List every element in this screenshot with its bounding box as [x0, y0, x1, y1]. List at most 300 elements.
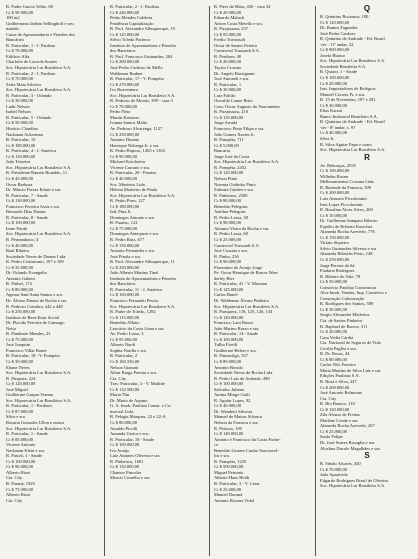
- registry-entry-line: R. Rodrigues dos Santos, 589: [320, 301, 374, 307]
- registry-entry-line: Cr $ 25.000,00: [320, 428, 347, 434]
- registry-entry-line: R. Pompéia, 2452: [214, 164, 247, 170]
- registry-entry-line: Cr $ 80.000,00: [214, 198, 241, 204]
- registry-entry-line: derley Bier: [214, 275, 235, 281]
- registry-entry-line: Cr $ 80.000,00: [110, 420, 137, 426]
- registry-entry-line: João Aparecido: [320, 472, 348, 478]
- registry-entry-line: R. Pirajussara, 237: [214, 26, 248, 32]
- registry-entry-line: R. Pedro Raposo, 1265 e 1302: [110, 148, 165, 154]
- registry-entry-line: R. Raphael de Barros, 311: [320, 323, 368, 329]
- registry-entry-line: José Pedro Cardoso: [320, 30, 356, 36]
- registry-entry-line: Francisco Villar Bonet: [6, 347, 47, 353]
- registry-entry-line: Cr $ 250.000,00: [320, 256, 350, 262]
- registry-entry-line: Carlos Bunel: [214, 292, 238, 298]
- registry-entry-line: Soc. Hipotecária Lar Brasileiro S.A.: [6, 397, 72, 403]
- registry-entry-line: Cr $ 270.000,00: [110, 81, 140, 87]
- registry-entry-line: Maria Tlin: [110, 392, 130, 398]
- registry-entry-line: R. Dr. Rosas, 44: [320, 351, 350, 357]
- registry-entry-line: Eliane Neves: [6, 364, 30, 370]
- registry-entry-line: R. Pompéia, 1235: [214, 458, 247, 464]
- registry-entry-line: Ivo Boaventura: [110, 87, 138, 93]
- registry-column-4: [320, 4, 414, 489]
- registry-entry-line: Dr. Ramos Fagundes: [320, 25, 358, 31]
- registry-entry-line: Soc. Hipotecária Lar Brasileiro S.A.: [6, 87, 72, 93]
- registry-entry-line: Benedito Linares Cunha Vasconcel-: [214, 447, 279, 453]
- registry-entry-line: R. Silva Aguiar Papo e outro: [320, 141, 372, 147]
- registry-entry-line: Cr $ 58.000,00: [6, 9, 33, 15]
- registry-entry-line: Cr $ 240.000,00: [110, 9, 140, 15]
- registry-entry-line: Cia. City: [6, 475, 23, 481]
- registry-entry-line: Cr $ 250.000,00: [110, 131, 140, 137]
- registry-entry-line: Consórcio Paulista Construtora: [320, 284, 377, 290]
- registry-entry-line: Amina Mingo Guili: [214, 392, 250, 398]
- registry-entry-line: Cr $ 120.000,00: [6, 381, 36, 387]
- registry-entry-line: Domingos Antequera e sra.: [110, 231, 159, 237]
- registry-entry-line: Bernardo Dias Dantas: [6, 209, 46, 215]
- registry-entry-line: R. Pintassilgo, 357: [214, 353, 249, 359]
- registry-entry-line: Soc. Hipotecária Lar Brasileiro S.A.: [320, 147, 386, 153]
- registry-entry-line: Comercial Trussardi S.A.: [214, 242, 260, 248]
- registry-entry-line: Charlotte de Lacerda Soares: [6, 59, 57, 65]
- registry-entry-line: -ter - 11º andar, 22: [320, 41, 354, 47]
- registry-entry-line: Dr. Waldemar Álvaro Pinheiro: [214, 297, 270, 303]
- registry-entry-line: R. Quintino de Andrade - Ed. Brasil: [320, 119, 385, 125]
- registry-entry-line: Alberto Rizzi: [6, 469, 31, 475]
- registry-entry-line: Caixa de Aposentadoria e Pensões dos: [6, 31, 76, 37]
- registry-entry-line: Casa Vedia Cárdia: [320, 334, 354, 340]
- registry-entry-line: Oscar Barbosa: [6, 181, 33, 187]
- registry-entry-line: Cr $ 50.000,00: [320, 279, 347, 285]
- registry-entry-line: Cr $ 160.330,00: [110, 359, 140, 364]
- registry-entry-line: Soc. Hipotecária Lar Brasileiro S.A.: [6, 231, 72, 237]
- registry-entry-line: co: [214, 442, 219, 448]
- registry-entry-line: Netto: [6, 325, 16, 331]
- registry-entry-line: Soc. Hipotecária Lar Brasileiro S.A.: [110, 192, 176, 198]
- registry-entry-line: Abramo Vieira da Rocha e sra.: [214, 225, 270, 231]
- registry-entry-line: Alcalina Ducole Magalhães e sra.: [320, 445, 381, 451]
- registry-entry-line: Guilhermina Jardim Sellinghoff e seu: [6, 20, 74, 26]
- registry-entry-line: Cr $ 75.000,00: [6, 336, 33, 342]
- registry-entry-line: José Cruzato e sra.: [214, 248, 248, 254]
- registry-entry-line: Cr $ 70.000,00: [110, 103, 137, 109]
- registry-entry-line: Nelson Pinto: [214, 175, 238, 181]
- registry-entry-line: Cia. de Santos Pinheiro: [320, 317, 363, 323]
- registry-entry-line: Irene Purdá: [6, 225, 27, 231]
- registry-entry-line: Antonio Bicudo: [214, 364, 243, 370]
- registry-entry-line: R. Pedroso de Morais, 399 - casa 3: [110, 98, 173, 104]
- registry-entry-line: R. Particular, 20 - Paraíso: [110, 170, 157, 176]
- registry-entry-line: Sergio Alexandre Medeiros: [320, 312, 370, 318]
- registry-entry-line: Sociedade Neves de Rocha Ltda.: [214, 370, 274, 376]
- registry-entry-line: Luiz Antunes Oliveira e sra.: [110, 453, 161, 459]
- registry-entry-line: Manuel Correia Pr. e sra.: [320, 91, 365, 97]
- registry-entry-line: Pe. Oscar Henrique de Barros Wan-: [214, 270, 279, 276]
- registry-entry-line: Ivanna Santos Malta: [110, 120, 147, 126]
- registry-entry-line: Alameda Rocha Azevedo, 776: [320, 229, 375, 235]
- registry-entry-line: R. Pandiarte Mendes, 23: [6, 331, 51, 337]
- registry-entry-line: Viriato Siqueira: [320, 240, 349, 246]
- registry-entry-line: Cr $ 40.000,00: [6, 242, 33, 248]
- registry-entry-line: Cr $ 10.000,00: [320, 212, 347, 218]
- registry-entry-line: dos Bancários: [110, 281, 136, 287]
- registry-entry-line: R. Particular, 4 - J. America: [6, 148, 57, 154]
- registry-entry-line: Cr $ 100.000,00: [214, 336, 244, 342]
- registry-entry-line: R. Peixoto, 195: [214, 425, 243, 431]
- registry-entry-line: Cr $ 90.000,00: [214, 259, 241, 265]
- registry-entry-line: Cr $ 40.000,00: [320, 102, 347, 108]
- registry-entry-line: R. Rosa e Silva, 247: [320, 379, 357, 384]
- registry-entry-line: Alameda Rocha Azevedo, 267: [320, 423, 375, 429]
- registry-entry-line: R. Pascal, 1 - Saude: [6, 453, 42, 459]
- registry-entry-line: Cr $ 75.000,00: [110, 225, 137, 231]
- registry-entry-line: R. Particular, 2 - J. Paulista: [110, 4, 160, 9]
- registry-entry-line: Nelson Gianoni: [110, 364, 139, 370]
- registry-entry-line: Marlene Conde e sra.: [320, 417, 359, 423]
- registry-entry-line: Vicente Carrano e sra.: [110, 164, 150, 170]
- registry-entry-line: Sociedade Neves de Dantas Ltda.: [6, 253, 67, 259]
- registry-entry-line: Cr $ 250.000,00: [6, 309, 36, 315]
- registry-entry-line: Cr $ 90.000,00: [214, 220, 241, 226]
- registry-entry-line: R. Particular, 1 - Saude: [6, 431, 48, 437]
- registry-entry-line: Jorge Arruda: [214, 120, 238, 126]
- registry-entry-line: Ind. Pina Jr.: [110, 209, 132, 215]
- section-letter-heading: R: [364, 152, 370, 162]
- registry-entry-line: Cia. City: [6, 497, 23, 503]
- registry-entry-line: Florentino de Araújo Jorge: [214, 264, 263, 270]
- registry-entry-line: Soc. Hipotecária Lar Brasileiro S.A.: [6, 65, 72, 71]
- registry-entry-line: João Teixeira: [6, 159, 30, 165]
- registry-entry-line: Cr $ 87.000,00: [6, 408, 33, 414]
- registry-entry-line: Cr $ 100.000,00: [6, 458, 36, 464]
- registry-entry-line: Soc. Hipotecária Lar Brasileiro S.A.: [320, 483, 386, 489]
- registry-entry-line: Cr $ 20.000,00: [214, 9, 241, 15]
- registry-entry-line: Soc. Hipotecária Lar Brasileiro S.A.: [214, 303, 280, 309]
- registry-entry-line: R. Particular, 8 - Saude: [6, 214, 48, 220]
- registry-entry-line: Soc. Hipotecária Lar Brasileiro S.A.: [110, 303, 176, 309]
- registry-entry-line: João Gomes Xavier Jr.: [214, 131, 255, 137]
- registry-entry-line: R. Paraíso, 122: [110, 220, 138, 226]
- registry-entry-line: R. Padre de Toledo, 1292: [110, 309, 156, 315]
- registry-entry-line: Cr $ 40.000,00: [320, 130, 347, 136]
- registry-entry-line: Leocácio da Costa Lima e sra.: [110, 325, 165, 331]
- registry-entry-line: Martin Kreutzer: [110, 114, 140, 120]
- registry-entry-line: Jorge Pereira da Sá: [320, 262, 355, 268]
- registry-entry-line: Amanda Urzica e sra.: [110, 431, 149, 437]
- registry-entry-line: R. Particular, 18 - V. Pompéia: [6, 353, 60, 359]
- registry-entry-line: Francisco Pinto Filipa e sra.: [214, 126, 265, 132]
- registry-entry-line: R. Pinheiros, 1681: [110, 458, 144, 464]
- registry-entry-line: Cr $ 132.500,00: [110, 386, 140, 392]
- registry-entry-line: Cr $ 180.000,00: [6, 142, 36, 148]
- registry-entry-line: Nelson da Fonseca e sra.: [214, 420, 259, 426]
- registry-entry-line: R. Pompéia, 711: [214, 137, 244, 143]
- registry-entry-line: Benedito Albino: [110, 320, 140, 326]
- registry-entry-line: Cr $ 150.000,00: [6, 153, 36, 159]
- registry-entry-line: Instituto de Aposentadoria e Pensões: [110, 42, 177, 48]
- registry-entry-line: Cr $ 95.000,00: [110, 336, 137, 342]
- registry-entry-line: 100 m2: [6, 15, 20, 21]
- registry-entry-line: R. Simão Alvares, 430: [320, 461, 361, 467]
- registry-entry-line: R. Prof. Alexandre Albuquerque, 19: [110, 26, 175, 32]
- registry-entry-line: Edifício Alfa: [6, 53, 30, 59]
- registry-entry-line: Antonio e Francisco da Costa Pache-: [214, 436, 281, 442]
- registry-entry-line: R. Pedro Ruiz, 677: [110, 236, 145, 242]
- registry-entry-line: Dr. José Soares Rosaglia e sra.: [320, 440, 376, 446]
- registry-entry-line: Dr. Wambert Silveira: [214, 408, 253, 414]
- registry-entry-line: R. Particular, 2 - J. Paulista: [6, 70, 56, 76]
- registry-entry-line: R. Pedro Crisóstomo, 107 e 109: [6, 259, 64, 265]
- registry-entry-line: Nachman Ackerman: [6, 131, 43, 137]
- registry-entry-line: R. Pernambuco, 4: [6, 236, 39, 242]
- registry-entry-line: Cia. City: [320, 395, 337, 401]
- registry-entry-line: Espólio de Roberto Kutschat: [320, 223, 372, 229]
- registry-entry-line: Amaldo Picolli: [110, 425, 138, 431]
- registry-entry-line: R. Quintino Bocaiuva, 180: [320, 14, 369, 19]
- registry-entry-line: Melhoramentos Corsana Ltda.: [320, 179, 375, 185]
- registry-entry-line: Antonio Fernandes e sra.: [110, 248, 155, 254]
- registry-entry-line: José Pinola e sra.: [110, 253, 141, 259]
- registry-entry-line: R. Perdizes, 40: [214, 53, 242, 59]
- registry-entry-line: Cr $ 30.000,00: [214, 87, 241, 93]
- registry-entry-line: Com. Oscar Augusto do Nascimento: [214, 103, 280, 109]
- registry-entry-line: Instituto de Bem-Estar Social: [6, 314, 60, 320]
- registry-entry-line: R. Pirapora, 224: [6, 375, 36, 381]
- registry-entry-line: Cr $ 5.000,00: [214, 142, 239, 148]
- registry-entry-line: Elias Karzat: [320, 108, 343, 114]
- registry-entry-line: Nachman Klein e sra.: [6, 447, 45, 453]
- registry-entry-line: R. Pirajussara, 210: [214, 109, 248, 115]
- registry-entry-line: Soc. Hipotecária Lar Brasileiro S.A.: [214, 159, 280, 165]
- registry-entry-line: Cr $ 120.000,00: [320, 406, 350, 412]
- registry-entry-line: Oswaldo Laune Brito: [214, 98, 253, 104]
- registry-entry-line: Wilhelm Rosen: [320, 173, 348, 179]
- registry-entry-line: R. Particular, 18 - Saude: [110, 436, 155, 442]
- registry-entry-line: Ladir Nelson: [6, 103, 30, 109]
- registry-entry-line: Salvador Juliano: [214, 386, 245, 392]
- registry-entry-line: Silva Jr.: [320, 136, 335, 142]
- registry-entry-line: Henrique Nóbrega Jr. e sra.: [110, 142, 160, 148]
- registry-entry-line: Moacir Cornélio e sra.: [110, 475, 151, 481]
- registry-entry-line: Cr $ 30.000,00: [320, 306, 347, 312]
- registry-entry-line: R. Pedro Pires, 127: [110, 198, 145, 204]
- registry-column-2: [110, 4, 204, 481]
- registry-entry-line: G. A. Imob. Paulista Constr. e Co-: [110, 403, 172, 409]
- registry-entry-line: R. Prof. Alexandre Albuquerque, 11: [110, 259, 175, 265]
- registry-entry-line: R. Quatro, 1 - Saude: [320, 69, 357, 75]
- registry-entry-line: R. Pedro Luis de Andrade, 490: [214, 375, 270, 381]
- registry-entry-line: Soc. Hipotecária Lar Brasileiro S.A.: [110, 92, 176, 98]
- registry-entry-line: Cr $ 120.000,00: [214, 314, 244, 320]
- registry-entry-line: Agenor Sant'Anna Santos e sra.: [6, 292, 63, 298]
- registry-entry-line: R. Particular, 41 - V. Mariana: [214, 281, 267, 287]
- registry-entry-line: Av. Pedroso Alvarenga, 1127: [110, 126, 163, 132]
- registry-entry-line: Cr $ 80.000,00: [6, 286, 33, 292]
- registry-entry-line: Silva e sra.: [6, 414, 26, 420]
- registry-entry-line: Luiz Antonio Piccolomini: [320, 195, 367, 201]
- registry-entry-line: R. Particular, 17 - V. Pompéia: [110, 76, 164, 82]
- registry-entry-line: R. Rio Branco, 110: [320, 401, 355, 407]
- registry-entry-line: R. Padre Garcia Velho, 60: [6, 4, 53, 9]
- registry-entry-line: R. 15 de Novembro, 187 e 281: [320, 97, 376, 103]
- registry-entry-line: R. Pinheiros, 2500: [214, 192, 248, 198]
- registry-entry-line: R. Pires da Mota, 436 - casa 32: [214, 4, 271, 9]
- registry-entry-line: Comercial Truasardi S.A.: [214, 48, 260, 54]
- registry-entry-line: R. Rosalina Alves Alves, 260: [320, 207, 373, 213]
- registry-entry-line: R. Pelegia Marques, 22 e 22-A: [110, 414, 166, 420]
- registry-entry-line: Cr $ 150.000,00: [320, 234, 350, 240]
- registry-entry-line: Cr $ 500.000,00: [214, 464, 244, 470]
- registry-entry-line: Cr $ 120.000,00: [214, 170, 244, 176]
- registry-entry-line: Cia. Nacional de Seguros de Vida: [320, 340, 381, 346]
- registry-entry-line: Cr $ 180.000,00: [110, 203, 140, 209]
- registry-entry-line: João Alberto Martins Tinel: [110, 270, 159, 276]
- column-divider: [104, 6, 105, 556]
- registry-entry-line: Cr $ 40.000,00: [110, 175, 137, 181]
- registry-entry-line: Carlos Nils Ferreira: [320, 362, 356, 368]
- registry-entry-line: Av. Rebouças, 2935: [320, 162, 356, 168]
- registry-entry-line: Cr $ 130.000,00: [6, 198, 36, 204]
- registry-entry-line: Oscar de Santos Pereira: [214, 42, 257, 48]
- registry-entry-line: Rosaria Gonzales Ulloa e outros: [6, 420, 65, 426]
- registry-entry-line: R. Pedro Lessa, 60: [214, 231, 248, 237]
- registry-entry-line: Helena Monteiro de Paula: [110, 187, 158, 193]
- registry-entry-line: R. Prof. Francisco Guimarães, 204: [110, 53, 173, 59]
- registry-entry-line: Antonio Donato: [110, 137, 140, 143]
- registry-entry-line: Manoel Durand: [214, 492, 243, 498]
- registry-entry-line: R. Particular, 1: [214, 81, 242, 87]
- registry-entry-line: Zelra Maia Silveira: [6, 81, 41, 87]
- registry-entry-line: Altair Braga Pereira e sra.: [110, 370, 157, 376]
- registry-entry-line: Cr $ 120.000,00: [320, 19, 350, 25]
- registry-entry-line: Josefa Blanco: [320, 52, 346, 58]
- registry-entry-line: José Pedro Cardoso de Mello: [110, 65, 163, 71]
- registry-entry-line: Silvio Toledo Pacheco: [110, 37, 151, 43]
- registry-entry-line: Soc. Minérios Ltda.: [110, 181, 146, 187]
- registry-entry-line: Soc. Hipotecária Lar Brasileiro S.A.: [6, 164, 72, 170]
- registry-entry-line: Cr $ 25.000,00: [214, 236, 241, 242]
- registry-entry-line: R. Pedroso Coimbra, 442 a 448: [6, 303, 63, 309]
- registry-entry-line: R. Particular, 5 - Orlando: [6, 114, 52, 120]
- registry-entry-line: Cr $ 30.000,00: [6, 359, 33, 364]
- registry-entry-line: Cr $ 200.000,00: [320, 190, 350, 196]
- registry-entry-line: Cr $ 45.000,00: [6, 175, 33, 181]
- section-letter-heading: S: [364, 451, 370, 461]
- registry-entry-line: Alameda Ribeirão Preto, 148: [320, 251, 373, 257]
- registry-entry-line: Cr $ 150.000,00: [110, 242, 140, 248]
- registry-entry-line: marido: [6, 26, 19, 32]
- registry-entry-line: R. Particular, 11 - J. América: [110, 286, 163, 292]
- registry-entry-line: Tullio Fiorili: [214, 342, 238, 348]
- registry-entry-line: Cecília Paglisi e sra.: [320, 345, 357, 351]
- registry-entry-line: Cr $ 78.000,00: [6, 48, 33, 54]
- registry-entry-line: Adelina Pelegrini: [214, 209, 246, 215]
- registry-entry-line: Cr $ 89.000,00: [214, 359, 241, 364]
- registry-entry-line: Cr $ 25.000,00: [214, 486, 241, 492]
- registry-entry-line: Cr $ 75.000,00: [6, 486, 33, 492]
- registry-entry-line: Miguel Petronio: [214, 469, 244, 475]
- registry-entry-line: R. Pariquera, 118, 125, 126, 134: [214, 309, 273, 315]
- registry-entry-line: R. Particular, 10: [6, 137, 36, 143]
- registry-entry-line: Prudência Capitalização: [110, 20, 154, 26]
- registry-entry-line: R. Pinho, 236: [214, 253, 239, 259]
- registry-entry-line: Cr $ 20.000,00: [214, 59, 241, 65]
- registry-entry-line: Cr $ 100.000,00: [214, 381, 244, 387]
- registry-entry-line: R. Pedro Lessa, 38: [214, 214, 248, 220]
- registry-entry-line: Cr $ 200.000,00: [110, 59, 140, 65]
- registry-entry-line: Jorge José da Costa: [214, 153, 250, 159]
- registry-entry-line: Francisco Ferreira Assis e sra.: [6, 203, 61, 209]
- registry-entry-line: Guilherme Helser e sra.: [214, 347, 257, 353]
- registry-entry-line: Waldemar Rudner: [110, 70, 143, 76]
- registry-entry-line: Dr. Álvaro Duarte de Rocha e sra.: [6, 297, 68, 303]
- registry-entry-line: Cia. City: [110, 375, 127, 381]
- registry-entry-line: Av. Pedro Lessa, 3: [110, 331, 144, 337]
- registry-entry-line: Cr $ 250.000,00: [110, 264, 140, 270]
- registry-entry-line: Cr $ 90.000,00: [110, 153, 137, 159]
- registry-entry-line: Fiadaria Rodrigues: [320, 268, 355, 274]
- registry-entry-line: Fredio Travassoli: [214, 37, 246, 43]
- registry-entry-line: R. Particular, 3 - Orlando: [6, 92, 52, 98]
- registry-entry-line: Cr $ 85.000,00: [6, 436, 33, 442]
- registry-entry-line: João Marino Russo e sra.: [214, 325, 260, 331]
- registry-entry-line: Sociedade Brasileira S.A.: [320, 63, 367, 69]
- registry-entry-line: Cr $ 125.000,00: [110, 31, 140, 37]
- registry-entry-line: Dr. Guilherme Sampaio Ribeiro: [320, 218, 378, 224]
- registry-entry-line: R. Paraná, 1029: [6, 481, 35, 487]
- registry-column-3: [214, 4, 308, 503]
- registry-entry-line: Cr $ 50.000,00: [6, 120, 33, 126]
- registry-entry-line: Aírton Costa Metello e sra.: [214, 20, 263, 26]
- registry-entry-line: Chansor Pincolar: [110, 469, 142, 475]
- registry-entry-line: Cr $ 135.000,00: [214, 114, 244, 120]
- registry-entry-line: Horácio Claudino: [6, 126, 39, 132]
- registry-entry-line: Banco Industrial Brasileiro S.A.: [320, 113, 378, 119]
- registry-entry-line: Ivo Araújo: [110, 447, 130, 453]
- registry-entry-line: Alberto Hans Heidt: [214, 475, 250, 481]
- registry-entry-line: José Antonio Belmonte: [320, 390, 362, 396]
- registry-entry-line: Alca Imob. Vendas, Imp. Comércio e: [320, 290, 387, 296]
- registry-entry-line: Soc. Hipotecária Lar Brasileiro S.A.: [6, 425, 72, 431]
- registry-entry-line: Cr $ 100.000,00: [320, 75, 350, 81]
- registry-entry-line: R. Particular, 14 - Saude: [214, 331, 259, 337]
- registry-entry-line: Cr $ 90.000,00: [6, 464, 33, 470]
- registry-entry-line: Cr $ 145.000,00: [214, 286, 244, 292]
- registry-entry-line: -ter - 8º andar, s. 97: [320, 124, 356, 130]
- registry-entry-line: Cr $ 100.000,00: [6, 220, 36, 226]
- registry-entry-line: Cr $ 100.000,00: [320, 168, 350, 174]
- registry-entry-line: Zulmira Guedes e sra.: [214, 187, 254, 193]
- registry-entry-line: Saulo Felipe: [320, 434, 343, 440]
- registry-entry-line: mercial Ltda.: [110, 408, 134, 414]
- registry-entry-line: Edições Paulinas S.A.: [320, 373, 360, 379]
- registry-entry-line: R. Ribeiro do Vale, 78: [320, 273, 361, 279]
- column-divider: [209, 6, 210, 556]
- registry-entry-line: Taysto Cruzato: [214, 65, 242, 71]
- registry-entry-line: Bancaria: [214, 148, 230, 154]
- registry-entry-line: R. Rezende da Fonseca, 309: [320, 184, 371, 190]
- registry-entry-line: Dr. Placido Ferreira de Camargo: [6, 320, 65, 326]
- registry-column-1: [6, 4, 96, 503]
- registry-entry-line: Isabel Nelson: [6, 109, 31, 115]
- registry-entry-line: dos Bancários: [110, 48, 136, 54]
- registry-entry-line: Silvio Guimarães Silveira e sra.: [320, 245, 378, 251]
- registry-entry-line: Construção Colonização: [320, 295, 365, 301]
- registry-entry-line: Zila Alonso de Freitas: [320, 412, 360, 418]
- registry-entry-line: R. Pinhal, 174: [6, 281, 32, 287]
- registry-entry-line: Bancários: [6, 37, 24, 43]
- registry-entry-line: Alberto Nardi: [110, 342, 136, 348]
- registry-entry-line: Eduardo Maluck: [214, 15, 245, 21]
- registry-entry-line: Cr $ 150.000,00: [110, 464, 140, 470]
